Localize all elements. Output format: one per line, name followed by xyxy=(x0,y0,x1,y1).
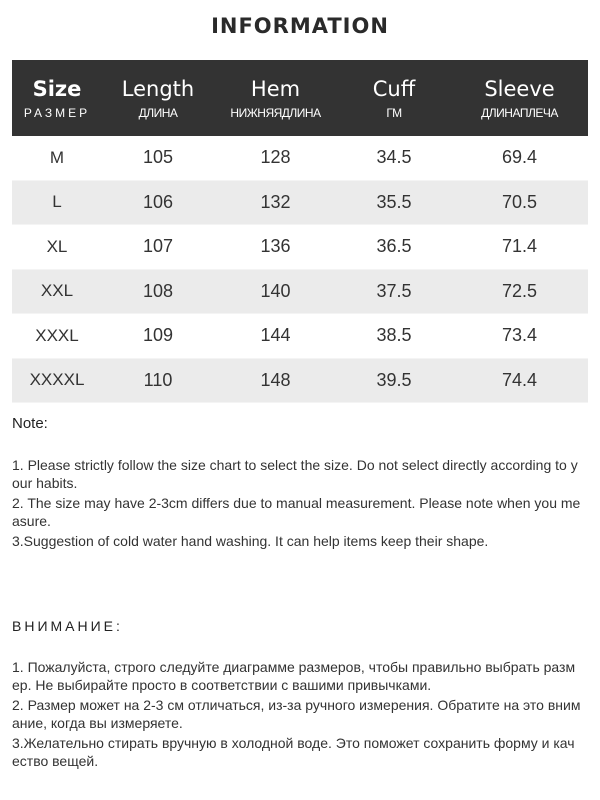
note-list-en xyxy=(12,456,582,552)
header-cuff xyxy=(337,60,451,136)
cuff-cell: 38.5 xyxy=(337,314,451,359)
cuff-cell: 36.5 xyxy=(337,225,451,270)
size-cell: XL xyxy=(12,225,102,270)
cuff-cell: 37.5 xyxy=(337,269,451,314)
cuff-cell: 39.5 xyxy=(337,358,451,403)
note-heading-en: Note: xyxy=(12,415,48,432)
sleeve-cell: 74.4 xyxy=(451,358,588,403)
table-row xyxy=(12,180,588,225)
length-cell: 105 xyxy=(102,136,214,180)
size-cell: XXXL xyxy=(12,314,102,359)
sleeve-cell: 69.4 xyxy=(451,136,588,180)
sleeve-cell: 73.4 xyxy=(451,314,588,359)
size-cell: L xyxy=(12,180,102,225)
header-sub-label: ДЛИНАПЛЕЧА xyxy=(481,106,558,120)
header-sleeve xyxy=(451,60,588,136)
header-sub-label: ГМ xyxy=(386,106,402,120)
length-cell: 108 xyxy=(102,269,214,314)
header-sub-label: РАЗМЕР xyxy=(23,106,91,120)
note-list-ru xyxy=(12,658,582,772)
hem-cell: 144 xyxy=(214,314,337,359)
header-size xyxy=(12,60,102,136)
sleeve-cell: 71.4 xyxy=(451,225,588,270)
hem-cell: 140 xyxy=(214,269,337,314)
length-cell: 109 xyxy=(102,314,214,359)
header-sub-label: НИЖНЯЯДЛИНА xyxy=(230,106,321,120)
length-cell: 107 xyxy=(102,225,214,270)
note-item-ru: 2. Размер может на 2-3 см отличаться, из-за ручного измерения. Обратите на это внимание, когда вы измеряете. xyxy=(12,697,581,731)
note-item-en: 3.Suggestion of cold water hand washing. It can help items keep their shape. xyxy=(12,533,489,549)
header-length xyxy=(102,60,214,136)
table-header-row xyxy=(12,60,588,136)
size-cell: XXL xyxy=(12,269,102,314)
table-row xyxy=(12,358,588,403)
header-main-label: Size xyxy=(32,77,82,101)
length-cell: 110 xyxy=(102,358,214,403)
header-main-label: Cuff xyxy=(372,77,416,101)
note-heading-ru: ВНИМАНИЕ: xyxy=(12,618,123,634)
header-hem xyxy=(214,60,337,136)
hem-cell: 148 xyxy=(214,358,337,403)
header-main-label: Hem xyxy=(250,77,301,101)
length-cell: 106 xyxy=(102,180,214,225)
table-row xyxy=(12,225,588,270)
cuff-cell: 35.5 xyxy=(337,180,451,225)
table-row xyxy=(12,269,588,314)
note-item-en: 1. Please strictly follow the size chart to select the size. Do not select directly according to your habits. xyxy=(12,457,578,491)
note-item-ru: 1. Пожалуйста, строго следуйте диаграмме размеров, чтобы правильно выбрать размер. Не выбирайте просто в соответствии с вашими привычками. xyxy=(12,659,576,693)
sleeve-cell: 70.5 xyxy=(451,180,588,225)
note-item-en: 2. The size may have 2-3cm differs due to manual measurement. Please note when you measure. xyxy=(12,495,581,529)
table-row xyxy=(12,136,588,180)
size-cell: M xyxy=(12,136,102,180)
header-main-label: Length xyxy=(121,77,195,101)
hem-cell: 132 xyxy=(214,180,337,225)
hem-cell: 136 xyxy=(214,225,337,270)
note-item-ru: 3.Желательно стирать вручную в холодной воде. Это поможет сохранить форму и качество вещей. xyxy=(12,735,575,769)
size-chart-table xyxy=(12,60,588,403)
header-sub-label: ДЛИНА xyxy=(138,106,178,120)
page-title: INFORMATION xyxy=(211,14,389,38)
header-main-label: Sleeve xyxy=(484,77,555,101)
sleeve-cell: 72.5 xyxy=(451,269,588,314)
table-row xyxy=(12,314,588,359)
size-cell: XXXXL xyxy=(12,358,102,403)
cuff-cell: 34.5 xyxy=(337,136,451,180)
hem-cell: 128 xyxy=(214,136,337,180)
